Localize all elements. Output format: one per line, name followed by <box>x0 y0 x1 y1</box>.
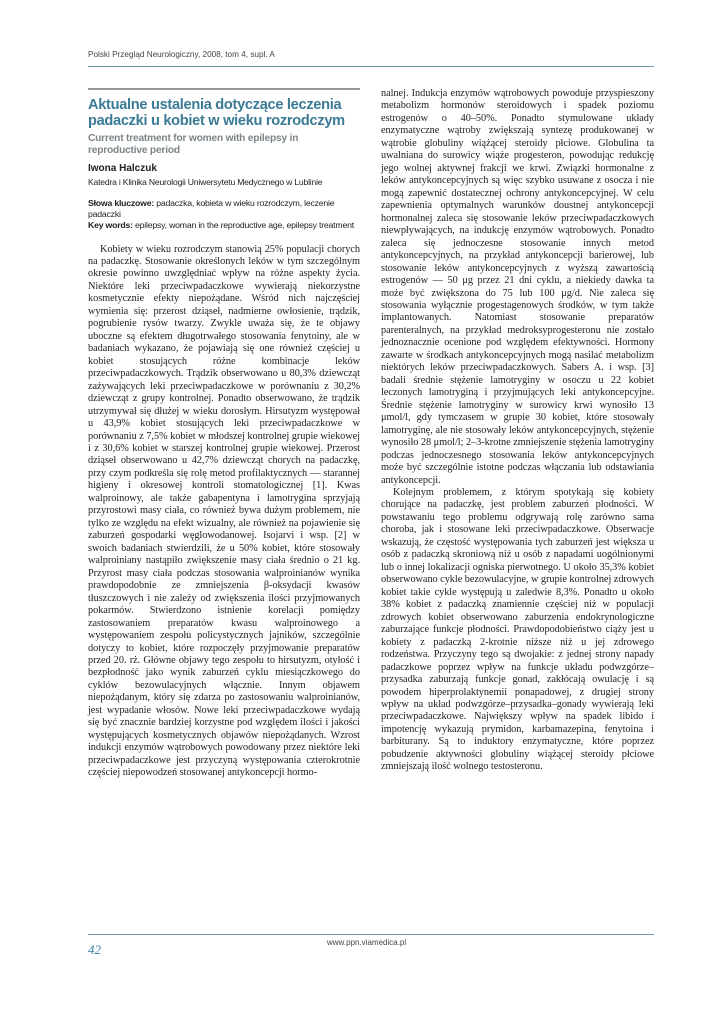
affiliation: Katedra i Klinika Neurologii Uniwersytetu Medycznego w Lublinie <box>88 177 323 187</box>
keywords-en <box>88 220 360 231</box>
body-paragraph: Kobiety w wieku rozrodczym stanowią 25% populacji chorych na padaczkę. Stosowanie określonych leków w tym szczególnym okresie powinno uwzględniać wpływ na różne aspekty życia. Niektóre leki przeciwpadaczkowe wywierają niekorzystne kosmetycznie efekty niepożądane. Wśród nich najczęściej wymienia się: przerost dziąseł, nadmierne owłosienie, trądzik, pogrubienie rysów twarzy. Zwykle uważa się, że te objawy uboczne są efektem długotrwałego stosowania fenytoiny, ale w badaniach wykazano, że pojawiają się one również częściej u kobiet stosujących różne kombinacje leków przeciwpadaczkowych. Trądzik obserwowano u 80,3% dziewcząt zażywających leki przeciwpadaczkowe w porównaniu z 30,2% dziewcząt z grupy kontrolnej. Ponadto obserwowano, że trądzik utrzymywał się dłużej w wieku dorosłym. Hirsutyzm występował u 43,9% kobiet stosujących leki przeciwpadaczkowe w porównaniu z 7,5% kobiet w młodszej kontrolnej grupie wiekowej i z 30,6% kobiet w starszej kontrolnej grupie wiekowej. Przerost dziąseł obserwowano u 42,7% dziewcząt chorych na padaczkę, przy czym podkreśla się rolę metod profilaktycznych — starannej higieny i okresowej kontroli stomatologicznej [1]. Kwas walproinowy, ale także gabapentyna i lamotrygina sprzyjają przyrostowi masy ciała, co również bywa dużym problemem, nie tylko ze względu na efekt wizualny, ale również na pojawienie się zaburzeń gospodarki węglowodanowej. Isojarvi i wsp. [2] w swoich badaniach stwierdzili, że u 50% kobiet, które stosowały walproiniany nastąpiło zwiększenie masy ciała średnio o 21 kg. Przyrost masy ciała podczas stosowania walproinianów wynika prawdopodobnie ze zmniejszenia β-oksydacji kwasów tłuszczowych i nie zależy od zwiększenia ilości przyjmowanych pokarmów. Stwierdzono istnienie korelacji pomiędzy zastosowaniem preparatów kwasu walproinowego a występowaniem zespołu policystycznych jajników, szczególnie dotyczy to kobiet, które rozpoczęły przyjmowanie preparatów przed 20. rż. Główne objawy tego zespołu to hirsutyzm, otyłość i bezpłodność jako wynik zaburzeń cyklu miesiączkowego do cyklów bezowulacyjnych włącznie. Innym objawem niepożądanym, który się zdarza po zastosowaniu walproinianów, jest wypadanie włosów. Nowe leki przeciwpadaczkowe wydają się być znacznie bardziej korzystne pod względem ilości i jakości występujących kosmetycznych objawów niepożądanych. Wzrost indukcji enzymów wątrobowych powodowany przez niektóre leki przeciwpadaczkowe jest przyczyną występowania czterokrotnie częściej niepowodzeń stosowanej antykoncepcji hormo- <box>88 243 360 779</box>
page-number: 42 <box>88 942 101 957</box>
author: Iwona Halczuk <box>88 163 157 174</box>
footer-url[interactable]: www.ppn.viamedica.pl <box>327 938 407 947</box>
keywords-pl-text: padaczka, kobieta w wieku rozrodczym, leczenie padaczki <box>88 198 335 219</box>
footer-rule <box>88 934 654 935</box>
journal-header: Polski Przegląd Neurologiczny, 2008, tom 4, supl. A <box>88 50 275 59</box>
right-column <box>381 88 654 774</box>
article-title: Aktualne ustalenia dotyczące leczenia padaczki u kobiet w wieku rozrodczym <box>88 97 345 129</box>
left-column <box>88 88 360 780</box>
keywords-pl <box>88 198 360 219</box>
keywords-pl-label: Słowa kluczowe: <box>88 198 155 208</box>
keywords-en-label: Key words: <box>88 220 133 230</box>
article-title-en: Current treatment for women with epilepsy in reproductive period <box>88 133 299 156</box>
header-rule <box>88 66 654 67</box>
keywords-en-text: epilepsy, woman in the reproductive age, epilepsy treatment <box>135 220 354 230</box>
body-paragraph: nalnej. Indukcja enzymów wątrobowych powoduje przyspieszony metabolizm hormonów steroidowych i spadek poziomu estrogenów o 40–50%. Ponadto stymulowane układy enzymatyczne wątroby zwiększają syntezę produkowanej w wątrobie globuliny wiążącej steroidy płciowe. Globulina ta uwalniana do surowicy wiąże progesteron, powodując redukcję jego wolnej aktywnej frakcji we krwi. Związki hormonalne z leków antykoncepcyjnych są więc szybko usuwane z osocza i nie mogą zapewnić dostatecznej ochrony antykoncepcyjnej. W celu zapewnienia optymalnych warunków doustnej antykoncepcji hormonalnej zaleca się stosowanie leków przeciwpadaczkowych niewpływających, na indukcję enzymów wątrobowych. Ponadto zaleca się jednoczesne stosowanie innych metod antykoncepcyjnych, na przykład antykoncepcji barierowej, lub stosowanie leków antykoncepcyjnych z wyższą zawartością estrogenów — 50 μg przez 21 dni cyklu, a niekiedy dawka ta może być zwiększona do 75 lub 100 μg/d. Nie zaleca się stosowania wyłącznie progestagenowych środków, w tym także implantowanych. Natomiast stosowanie preparatów parenteralnych, na przykład medroksyprogesteronu nie zostało jednoznacznie ocenione pod względem efektywności. Hormony zawarte w środkach antykoncepcyjnych mogą nasilać metabolizm niektórych leków przeciwpadaczkowych. Sabers A. i wsp. [3] badali średnie stężenie lamotryginy w osoczu u 22 kobiet leczonych lamotryginą i przyjmujących leki antykoncepcyjne. Średnie stężenie lamotryginy w surowicy krwi wynosiło 13 μmol/l, gdy tymczasem w grupie 30 kobiet, które stosowały lamotryginę, ale nie stosowały leków antykoncepcyjnych, stężenie wynosiło 28 μmol/l; 2–3-krotne zmniejszenie stężenia lamotryginy podczas jednoczesnego stosowania leków antykoncepcyjnych może być szczególnie istotne podczas włączania lub odstawiania antykoncepcji. <box>381 88 654 486</box>
body-paragraph: Kolejnym problemem, z którym spotykają się kobiety chorujące na padaczkę, jest problem zaburzeń płodności. W powstawaniu tego problemu odgrywają rolę zarówno sama choroba, jak i stosowane leki przeciwpadaczkowe. Obserwacje wskazują, że częstość występowania tych zaburzeń jest większa u osób z padaczką skroniową niż u osób z napadami uogólnionymi lub o innej lokalizacji ogniska pierwotnego. U około 35,3% kobiet obserwowano cykle bezowulacyjne, w grupie kontrolnej zdrowych kobiet takie cykle występują u zaledwie 8,3%. Ponadto u około 38% kobiet z padaczką znamiennie częściej niż w populacji zdrowych kobiet obserwowano zaburzenia endokrynologiczne zaburzające funkcje płodności. Prawdopodobieństwo ciąży jest u kobiety z padaczką 2-krotnie niższe niż u jej zdrowego rodzeństwa. Przyczyny tego są dwojakie: z jednej strony napady padaczkowe poprzez wpływ na funkcje układu podwzgórze–przysadka zaburzają funkcje gonad, zakłócają owulację i są powodem hiperprolaktynemii ponapadowej, z drugiej strony wpływ na układ podwzgórze–przysadka–gonady wywierają leki przeciwpadaczkowe. Największy wpływ na spadek libido i impotencję wykazują prymidon, karbamazepina, fenytoina i barbiturany. Są to induktory enzymatyczne, które poprzez pobudzenie aktywności globuliny wiążącej steroidy płciowe zmniejszają ilość wolnego testosteronu. <box>381 487 654 773</box>
title-rule <box>88 88 360 90</box>
